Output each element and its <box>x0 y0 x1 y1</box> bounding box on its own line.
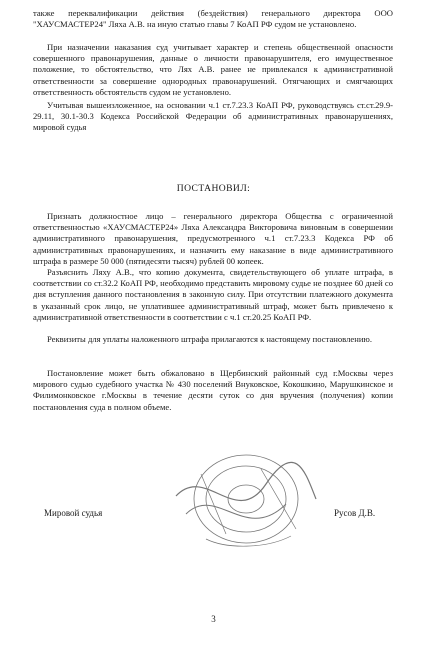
paragraph-appeal: Постановление может быть обжаловано в Щербинский районный суд г.Москвы через мирового судью судебного участка № 430 поселений Внуковское, Кокошкино, Марушкинское и Филимонковское г.Москвы в течение десяти суток со дня вручения (получения) копии постановления суда в полном объеме. <box>33 368 393 412</box>
paragraph-fine-payment: Разъяснить Ляху А.В., что копию документа, свидетельствующего об уплате штрафа, в соответствии со ст.32.2 КоАП РФ, необходимо представить мировому судье не позднее 60 дней со дня вступления данного постановления в законную силу. При отсутствии платежного документа в указанный срок лицо, не уплатившее административный штраф, может быть привлечено к административной ответственности в соответствии с ч.1 ст.20.25 КоАП РФ. <box>33 267 393 322</box>
signature-title: Мировой судья <box>44 508 103 518</box>
page-number: 3 <box>211 614 216 624</box>
paragraph-verdict: Признать должностное лицо – генерального директора Общества с ограниченной ответственностью «ХАУСМАСТЕР24» Ляха Александра Викторовича виновным в совершении административного правонарушения, предусмотренного ч.1 ст.7.23.3 Кодекса РФ об административных правонарушениях, и назначить ему наказание в виде административного штрафа в размере 50 000 (пятидесяти тысяч) рублей 00 копеек. <box>33 211 393 266</box>
paragraph-legal-basis: Учитывая вышеизложенное, на основании ч.1 ст.7.23.3 КоАП РФ, руководствуясь ст.ст.29.9-29.11, 30.1-30.3 Кодекса Российской Федерации об административных правонарушениях, мировой судья <box>33 100 393 133</box>
paragraph-punishment-factors: При назначении наказания суд учитывает характер и степень общественной опасности совершенного правонарушения, данные о личности правонарушителя, его имущественное положение, то обстоятельство, что Лях А.В. ранее не привлекался к административной ответственности за совершение однородных правонарушений. Отягчающих и смягчающих ответственность обстоятельств судом не установлено. <box>33 42 393 97</box>
paragraph-payment-details: Реквизиты для уплаты наложенного штрафа прилагаются к настоящему постановлению. <box>47 334 372 344</box>
signature-name: Русов Д.В. <box>334 508 376 518</box>
paragraph-qualification: также переквалификации действия (бездействия) генерального директора ООО "ХАУСМАСТЕР24" Ляха А.В. на иную статью главы 7 КоАП РФ судом не установлено. <box>33 8 393 30</box>
decision-heading: ПОСТАНОВИЛ: <box>176 183 251 194</box>
court-stamp-signature <box>166 444 326 556</box>
